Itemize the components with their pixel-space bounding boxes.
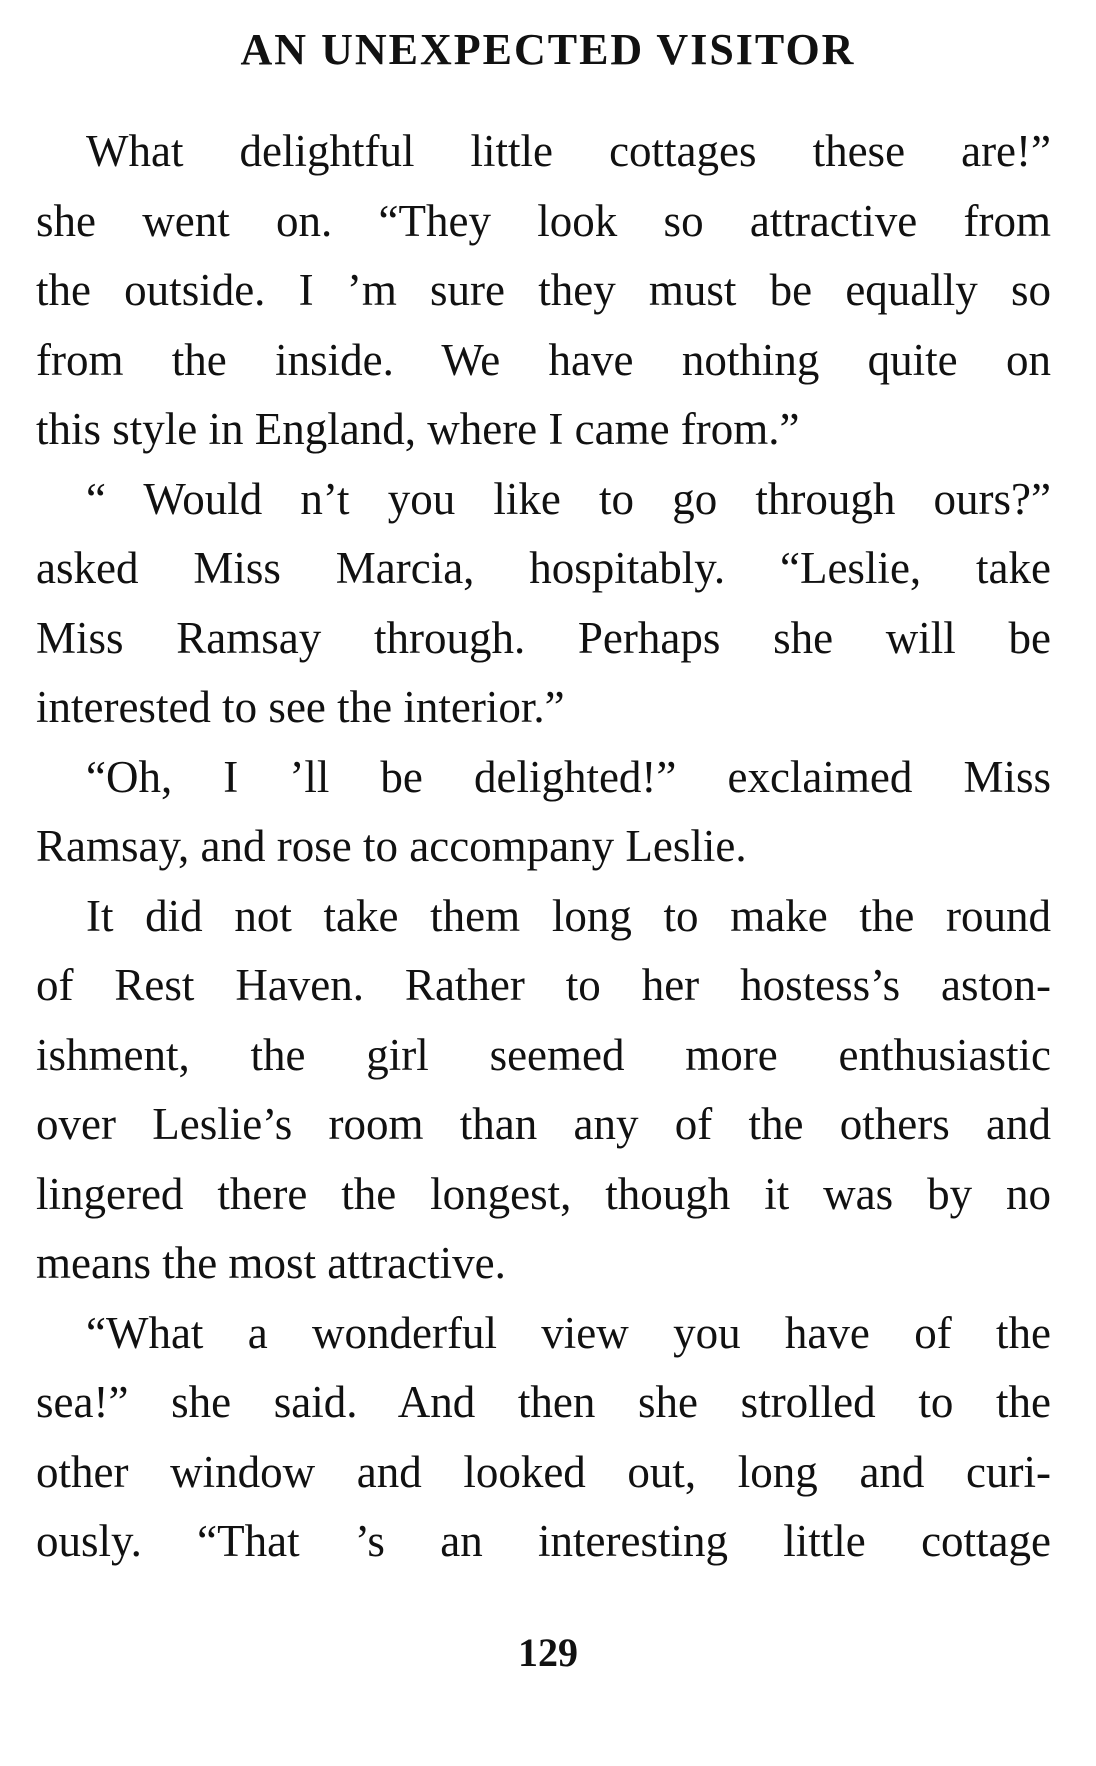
text-line: interested to see the interior.”	[36, 682, 565, 732]
text-line: Ramsay, and rose to accompany Leslie.	[36, 821, 747, 871]
text-line: “Oh, I ’ll be delighted!” exclaimed Miss	[86, 751, 1051, 802]
text-line: over Leslie’s room than any of the others and	[36, 1099, 1051, 1149]
running-head: AN UNEXPECTED VISITOR	[240, 25, 856, 74]
text-line: from the inside. We have nothing quite on	[36, 334, 1051, 385]
text-line: other window and looked out, long and curi-	[36, 1446, 1051, 1497]
page-number: 129	[518, 1630, 578, 1675]
text-line: ously. “That ’s an interesting little cottage	[36, 1516, 1051, 1566]
text-line: ishment, the girl seemed more enthusiastic	[36, 1029, 1051, 1080]
text-line: lingered there the longest, though it was by no	[36, 1168, 1051, 1219]
body-text	[36, 117, 1051, 1577]
text-line: Miss Ramsay through. Perhaps she will be	[36, 612, 1051, 663]
text-line: she went on. “They look so attractive from	[36, 195, 1051, 246]
text-line: of Rest Haven. Rather to her hostess’s aston-	[36, 960, 1051, 1010]
text-line: means the most attractive.	[36, 1238, 506, 1288]
text-line: “What a wonderful view you have of the	[86, 1307, 1051, 1358]
text-line: “ Would n’t you like to go through ours?”	[86, 473, 1051, 524]
text-line: sea!” she said. And then she strolled to the	[36, 1377, 1051, 1427]
text-line: this style in England, where I came from.”	[36, 404, 800, 454]
text-line: What delightful little cottages these are!”	[86, 126, 1051, 176]
text-line: It did not take them long to make the round	[86, 890, 1051, 941]
text-line: the outside. I ’m sure they must be equally so	[36, 265, 1051, 315]
text-line: asked Miss Marcia, hospitably. “Leslie, take	[36, 543, 1051, 593]
